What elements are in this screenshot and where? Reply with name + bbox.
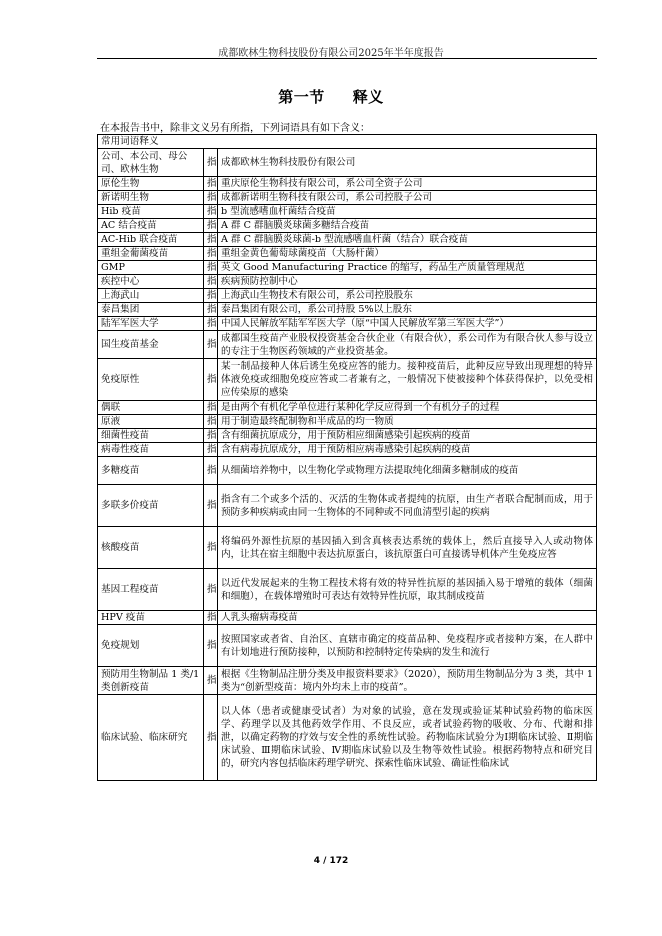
term-cell: 核酸疫苗 [98,527,204,569]
table-row [98,331,597,359]
table-row [98,219,597,233]
section-number: 第一节 [278,88,325,106]
page-header: 成都欧林生物科技股份有限公司2025年半年度报告 [218,48,444,59]
term-cell: 免疫规划 [98,625,204,667]
refers-to-cell: 指 [204,443,218,457]
refers-to-cell: 指 [204,317,218,331]
term-cell: 免疫原性 [98,359,204,401]
term-cell: 疾控中心 [98,275,204,289]
definition-cell: 成都欧林生物科技股份有限公司 [218,149,597,177]
definition-cell: 根据《生物制品注册分类及申报资料要求》（2020），预防用生物制品分为 3 类，其中 1 类为“创新型疫苗：境内外均未上市的疫苗”。 [218,667,597,695]
definition-cell: A 群 C 群脑膜炎球菌多糖结合疫苗 [218,219,597,233]
refers-to-cell: 指 [204,569,218,611]
definition-cell: 上海武山生物技术有限公司，系公司控股股东 [218,289,597,303]
term-cell: 预防用生物制品 1 类/1 类创新疫苗 [98,667,204,695]
table-row [98,667,597,695]
table-section-row [98,135,597,149]
term-cell: 原液 [98,415,204,429]
definition-cell: 重庆原伦生物科技有限公司，系公司全资子公司 [218,177,597,191]
definition-cell: A 群 C 群脑膜炎球菌-b 型流感嗜血杆菌（结合）联合疫苗 [218,233,597,247]
refers-to-cell: 指 [204,415,218,429]
table-row [98,429,597,443]
section-label: 常用词语释义 [98,135,597,149]
definition-cell: 中国人民解放军陆军军医大学（原“中国人民解放军第三军医大学”） [218,317,597,331]
term-cell: 病毒性疫苗 [98,443,204,457]
definition-cell: 以人体（患者或健康受试者）为对象的试验，意在发现或验证某种试验药物的临床医学、药理学以及其他药效学作用、不良反应，或者试验药物的吸收、分布、代谢和排泄，以确定药物的疗效与安全性的系统性试验。药物临床试验分为Ⅰ期临床试验、Ⅱ期临床试验、Ⅲ期临床试验、Ⅳ期临床试验以及生物等效性试验。根据药物特点和研究目的，研究内容包括临床药理学研究、探索性临床试验、确证性临床试 [218,695,597,781]
table-row [98,205,597,219]
definitions-table [97,134,597,781]
section-name: 释义 [352,88,384,106]
definition-cell: 含有细菌抗原成分，用于预防相应细菌感染引起疾病的疫苗 [218,429,597,443]
term-cell: 国生疫苗基金 [98,331,204,359]
table-row [98,527,597,569]
refers-to-cell: 指 [204,611,218,625]
table-row [98,359,597,401]
section-title [0,86,662,107]
refers-to-cell: 指 [204,289,218,303]
table-row [98,401,597,415]
definition-cell: 以近代发展起来的生物工程技术将有效的特异性抗原的基因插入易于增殖的载体（细菌和细胞），在载体增殖时可表达有效特异性抗原，取其制成疫苗 [218,569,597,611]
refers-to-cell: 指 [204,667,218,695]
table-row [98,191,597,205]
refers-to-cell: 指 [204,261,218,275]
term-cell: 临床试验、临床研究 [98,695,204,781]
table-row [98,261,597,275]
term-cell: 公司、本公司、母公司、欧林生物 [98,149,204,177]
table-row [98,443,597,457]
definition-cell: 英文 Good Manufacturing Practice 的缩写，药品生产质量管理规范 [218,261,597,275]
refers-to-cell: 指 [204,205,218,219]
definition-cell: b 型流感嗜血杆菌结合疫苗 [218,205,597,219]
definition-cell: 成都新诺明生物科技有限公司，系公司控股子公司 [218,191,597,205]
refers-to-cell: 指 [204,191,218,205]
refers-to-cell: 指 [204,177,218,191]
definition-cell: 重组金黄色葡萄球菌疫苗（大肠杆菌） [218,247,597,261]
term-cell: 陆军军医大学 [98,317,204,331]
term-cell: 上海武山 [98,289,204,303]
definition-cell: 泰昌集团有限公司，系公司持股 5%以上股东 [218,303,597,317]
definition-cell: 成都国生疫苗产业股权投资基金合伙企业（有限合伙），系公司作为有限合伙人参与设立的专注于生物医药领域的产业投资基金。 [218,331,597,359]
term-cell: AC-Hib 联合疫苗 [98,233,204,247]
term-cell: 原伦生物 [98,177,204,191]
refers-to-cell: 指 [204,233,218,247]
refers-to-cell: 指 [204,625,218,667]
term-cell: 多糖疫苗 [98,457,204,485]
definition-cell: 用于制造最终配制物和半成品的均一物质 [218,415,597,429]
definition-cell: 按照国家或者省、自治区、直辖市确定的疫苗品种、免疫程序或者接种方案，在人群中有计划地进行预防接种，以预防和控制特定传染病的发生和流行 [218,625,597,667]
header-rule [97,58,597,59]
refers-to-cell: 指 [204,429,218,443]
term-cell: 重组金葡菌疫苗 [98,247,204,261]
table-row [98,275,597,289]
refers-to-cell: 指 [204,695,218,781]
table-row [98,569,597,611]
term-cell: 泰昌集团 [98,303,204,317]
table-row [98,415,597,429]
refers-to-cell: 指 [204,457,218,485]
table-row [98,303,597,317]
table-row [98,611,597,625]
definition-cell: 指含有二个或多个活的、灭活的生物体或者提纯的抗原，由生产者联合配制而成，用于预防多种疾病或由同一生物体的不同种或不同血清型引起的疾病 [218,485,597,527]
definition-cell: 含有病毒抗原成分，用于预防相应病毒感染引起疾病的疫苗 [218,443,597,457]
term-cell: 偶联 [98,401,204,415]
table-row [98,485,597,527]
table-row [98,149,597,177]
definition-cell: 人乳头瘤病毒疫苗 [218,611,597,625]
definition-cell: 是由两个有机化学单位进行某种化学反应得到一个有机分子的过程 [218,401,597,415]
refers-to-cell: 指 [204,149,218,177]
term-cell: HPV 疫苗 [98,611,204,625]
refers-to-cell: 指 [204,219,218,233]
table-row [98,289,597,303]
term-cell: Hib 疫苗 [98,205,204,219]
table-row [98,457,597,485]
definition-cell: 疾病预防控制中心 [218,275,597,289]
table-row [98,317,597,331]
term-cell: 基因工程疫苗 [98,569,204,611]
table-row [98,233,597,247]
definition-cell: 某一制品接种人体后诱生免疫应答的能力。接种疫苗后，此种反应导致出现理想的特异体液免疫或细胞免疫应答或二者兼有之，一般情况下使被接种个体获得保护，以免受相应传染原的感染 [218,359,597,401]
term-cell: 细菌性疫苗 [98,429,204,443]
refers-to-cell: 指 [204,275,218,289]
refers-to-cell: 指 [204,247,218,261]
refers-to-cell: 指 [204,303,218,317]
refers-to-cell: 指 [204,331,218,359]
table-row [98,247,597,261]
table-row [98,695,597,781]
refers-to-cell: 指 [204,485,218,527]
intro-text: 在本报告书中，除非文义另有所指，下列词语具有如下含义： [100,123,370,134]
definition-cell: 从细菌培养物中，以生物化学或物理方法提取纯化细菌多糖制成的疫苗 [218,457,597,485]
term-cell: 新诺明生物 [98,191,204,205]
table-row [98,177,597,191]
page-number: 4 / 172 [313,856,349,866]
refers-to-cell: 指 [204,527,218,569]
refers-to-cell: 指 [204,401,218,415]
term-cell: AC 结合疫苗 [98,219,204,233]
definition-cell: 将编码外源性抗原的基因插入到含真核表达系统的载体上，然后直接导入人或动物体内，让其在宿主细胞中表达抗原蛋白，该抗原蛋白可直接诱导机体产生免疫应答 [218,527,597,569]
term-cell: 多联多价疫苗 [98,485,204,527]
table-row [98,625,597,667]
refers-to-cell: 指 [204,359,218,401]
term-cell: GMP [98,261,204,275]
